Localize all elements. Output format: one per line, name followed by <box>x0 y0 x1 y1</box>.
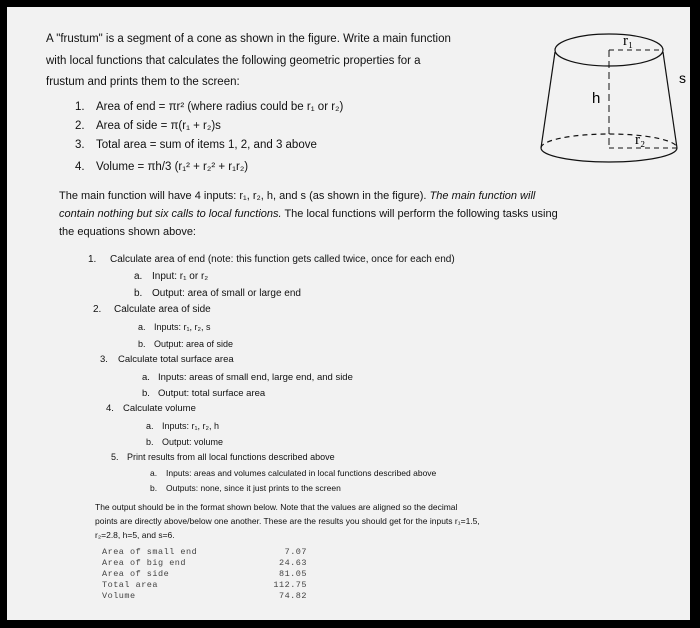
task-4a-num: a. <box>146 421 154 431</box>
bottom-ellipse-front <box>541 148 677 162</box>
output-desc-line-1: The output should be in the format shown below. Note that the values are aligned so the decimal <box>95 502 458 512</box>
task-3a-num: a. <box>142 372 150 383</box>
task-4b-num: b. <box>146 437 154 447</box>
task-4-text: Calculate volume <box>123 403 196 414</box>
task-1-num: 1. <box>88 254 97 265</box>
task-4-num: 4. <box>106 403 114 414</box>
right-slant <box>663 52 677 148</box>
left-slant <box>541 52 555 148</box>
task-5a-num: a. <box>150 468 158 478</box>
task-1b-text: Output: area of small or large end <box>152 288 301 299</box>
result-value: 81.05 <box>278 569 307 579</box>
property-1-text: Area of end = πr² (where radius could be r₁ or r₂) <box>96 101 344 113</box>
property-2-text: Area of side = π(r₁ + r₂)s <box>96 120 221 132</box>
task-2a-text: Inputs: r₁, r₂, s <box>154 322 211 332</box>
main-desc-line-1: The main function will have 4 inputs: r₁, r₂, h, and s (as shown in the figure). The main function will <box>59 190 536 202</box>
intro-line-2: with local functions that calculates the following geometric properties for a <box>46 55 421 67</box>
frustum-figure <box>529 28 687 164</box>
r2-label: r₂ <box>635 132 646 148</box>
r1-label: r₁ <box>623 33 634 49</box>
property-2-num: 2. <box>75 120 85 132</box>
result-label: Volume <box>102 591 136 601</box>
task-2a-num: a. <box>138 322 146 332</box>
task-5b-num: b. <box>150 483 158 493</box>
task-5-text: Print results from all local functions described above <box>127 452 335 462</box>
property-3-text: Total area = sum of items 1, 2, and 3 above <box>96 139 317 151</box>
intro-line-1: A "frustum" is a segment of a cone as shown in the figure. Write a main function <box>46 33 451 45</box>
property-4-num: 4. <box>75 161 85 173</box>
h-label: h <box>592 90 601 107</box>
task-1a-text: Input: r₁ or r₂ <box>152 271 209 282</box>
task-4b-text: Output: volume <box>162 437 224 447</box>
result-value: 112.75 <box>273 580 307 590</box>
task-3-text: Calculate total surface area <box>118 354 234 365</box>
result-label: Area of big end <box>102 558 187 568</box>
result-value: 74.82 <box>278 591 307 601</box>
task-5a-text: Inputs: areas and volumes calculated in local functions described above <box>166 468 437 478</box>
task-4a-text: Inputs: r₁, r₂, h <box>162 421 220 431</box>
task-2b-text: Output: area of side <box>154 339 234 349</box>
task-3b-num: b. <box>142 388 150 399</box>
problem-page <box>7 7 690 620</box>
output-desc-line-3: r₂=2.8, h=5, and s=6. <box>95 530 175 540</box>
task-3-num: 3. <box>100 354 108 365</box>
property-4-text: Volume = πh/3 (r₁² + r₂² + r₁r₂) <box>96 161 249 173</box>
task-1b-num: b. <box>134 288 143 299</box>
result-label: Area of side <box>102 569 170 579</box>
property-3-num: 3. <box>75 139 85 151</box>
property-1-num: 1. <box>75 101 85 113</box>
task-2-text: Calculate area of side <box>114 304 211 315</box>
task-5b-text: Outputs: none, since it just prints to the screen <box>166 483 341 493</box>
main-desc-line-2: contain nothing but six calls to local functions. The local functions will perform the following tasks using <box>59 208 558 220</box>
task-3a-text: Inputs: areas of small end, large end, and side <box>158 372 353 383</box>
task-1a-num: a. <box>134 271 143 282</box>
result-value: 7.07 <box>284 547 307 557</box>
s-label: s <box>679 70 686 86</box>
main-desc-line-3: the equations shown above: <box>59 226 196 238</box>
result-label: Total area <box>102 580 159 590</box>
task-2-num: 2. <box>93 304 102 315</box>
task-1-text: Calculate area of end (note: this function gets called twice, once for each end) <box>110 254 455 265</box>
task-2b-num: b. <box>138 339 146 349</box>
task-3b-text: Output: total surface area <box>158 388 266 399</box>
result-value: 24.63 <box>278 558 307 568</box>
task-5-num: 5. <box>111 452 119 462</box>
result-label: Area of small end <box>102 547 198 557</box>
output-desc-line-2: points are directly above/below one another. These are the results you should get for the inputs r₁=1.5, <box>95 516 480 526</box>
intro-line-3: frustum and prints them to the screen: <box>46 76 240 88</box>
